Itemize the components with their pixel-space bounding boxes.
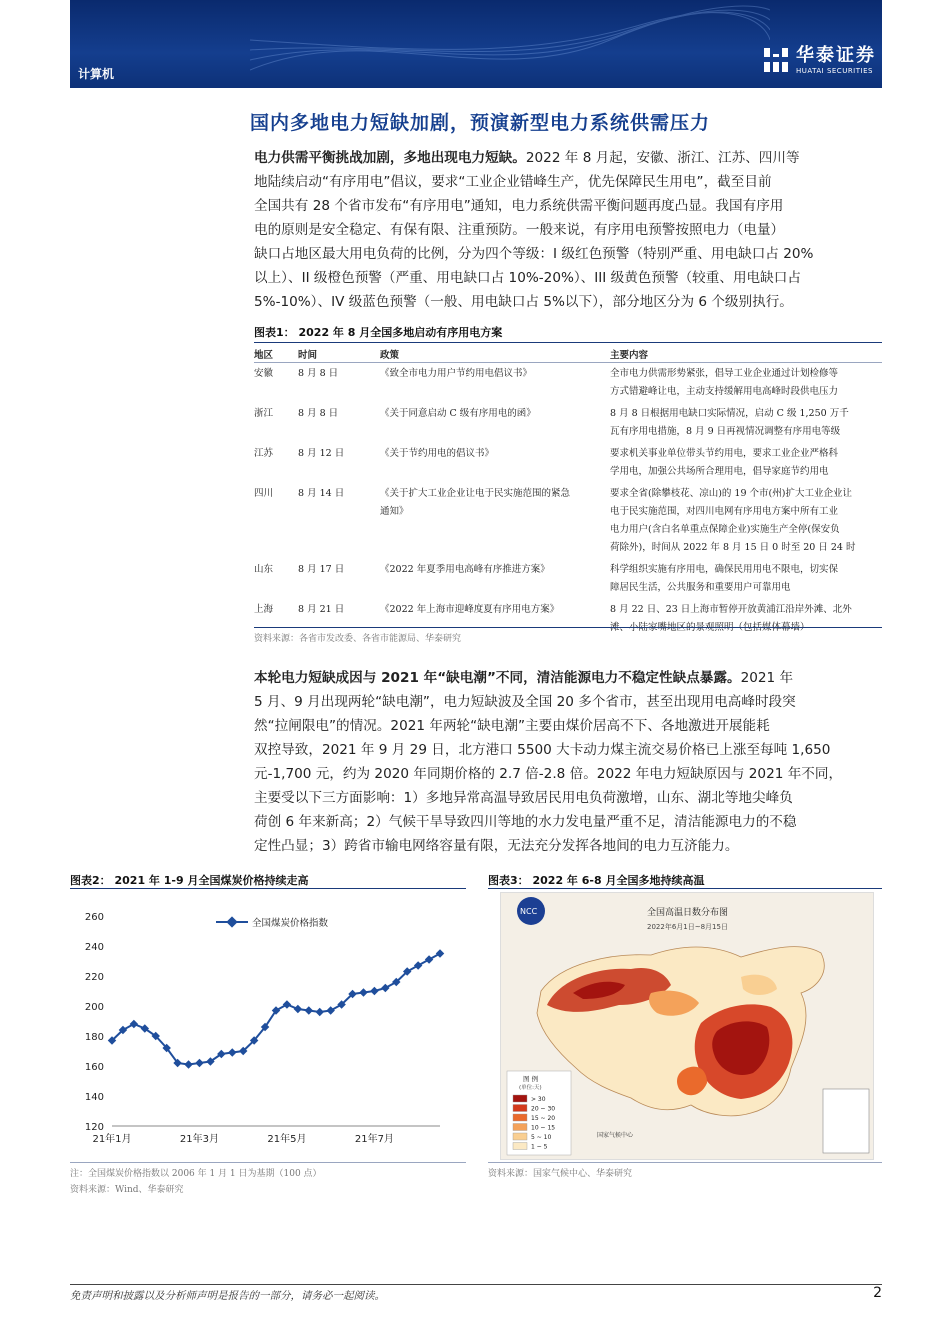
huatai-logo <box>762 46 876 76</box>
x-tick-label: 21年5月 <box>267 1134 307 1145</box>
cell-content <box>610 599 882 639</box>
para1-line: 2022 年 8 月起，安徽、浙江、江苏、四川等 <box>525 150 800 166</box>
y-tick-label: 180 <box>84 1032 104 1043</box>
cell-content <box>610 363 882 403</box>
content-line: 8 月 8 日根据用电缺口实际情况，启动 C 级 1,250 万千 <box>610 408 849 419</box>
data-point <box>414 961 422 969</box>
legend-swatch <box>513 1143 527 1150</box>
data-point <box>195 1059 203 1067</box>
content-line: 要求全省(除攀枝花、凉山)的 19 个市(州)扩大工业企业让 <box>610 488 852 499</box>
legend-item-label: 1 ~ 5 <box>531 1143 548 1151</box>
legend-label: 全国煤炭价格指数 <box>252 918 329 929</box>
data-point <box>294 1005 302 1013</box>
legend-marker <box>226 916 237 927</box>
para2-line: 主要受以下三方面影响：1）多地异常高温导致居民用电负荷激增，山东、湖北等地尖峰负 <box>254 790 793 806</box>
data-point <box>130 1020 138 1028</box>
cell-content <box>610 403 882 443</box>
x-tick-label: 21年1月 <box>92 1134 132 1145</box>
col-policy: 政策 <box>380 350 400 361</box>
cell-policy <box>380 483 610 559</box>
table-row <box>254 443 882 483</box>
cell-content <box>610 483 882 559</box>
y-tick-label: 240 <box>84 942 104 953</box>
table-header-row <box>254 343 882 363</box>
logo-text-en: HUATAI SECURITIES <box>796 67 873 75</box>
south-sea-inset <box>823 1089 869 1153</box>
y-tick-label: 160 <box>84 1062 104 1073</box>
col-content: 主要内容 <box>610 350 649 361</box>
coal-price-chart <box>70 896 466 1156</box>
table-row <box>254 363 882 403</box>
y-tick-label: 200 <box>84 1002 104 1013</box>
para2-line: 元-1,700 元，约为 2020 年同期价格的 2.7 倍-2.8 倍。2022 年电力短缺原因与 2021 年不同， <box>254 766 843 782</box>
para2-line: 2021 年 <box>740 670 794 686</box>
legend-item-label: > 30 <box>531 1096 546 1103</box>
y-tick-label: 120 <box>84 1122 104 1133</box>
cell-policy: 《2022 年夏季用电高峰有序推进方案》 <box>380 564 550 575</box>
page-title: 国内多地电力短缺加剧，预演新型电力系统供需压力 <box>250 112 711 134</box>
logo-text-cn: 华泰证券 <box>796 45 876 66</box>
content-line: 荷除外)，时间从 2022 年 8 月 15 日 0 时至 20 日 24 时 <box>610 542 856 553</box>
cell-policy: 《2022 年上海市迎峰度夏有序用电方案》 <box>380 604 560 615</box>
para1-line: 缺口占地区最大用电负荷的比例，分为四个等级：I 级红色预警（特别严重、用电缺口占 20% <box>254 246 814 262</box>
x-tick-label: 21年3月 <box>179 1134 220 1145</box>
data-point <box>283 1000 291 1008</box>
data-point <box>370 987 378 995</box>
china-heat-map-graphic <box>501 893 874 1160</box>
legend-swatch <box>513 1105 527 1112</box>
cell-region: 江苏 <box>254 448 274 459</box>
cell-date: 8 月 12 日 <box>298 448 345 459</box>
fig3-bottom-rule <box>488 1162 882 1163</box>
fig1-bottom-rule <box>254 627 882 628</box>
section-label: 计算机 <box>78 67 115 81</box>
content-line: 学用电，加强公共场所合理用电，倡导家庭节约用电 <box>610 466 829 477</box>
legend-item-label: 20 ~ 30 <box>531 1105 556 1113</box>
cell-region: 山东 <box>254 564 274 575</box>
para1-lead: 电力供需平衡挑战加剧，多地出现电力短缺。 <box>254 150 526 166</box>
cell-region: 浙江 <box>254 408 274 419</box>
map-title: 全国高温日数分布图 <box>647 908 729 918</box>
map-legend <box>507 1071 571 1155</box>
col-region: 地区 <box>254 350 274 361</box>
para1-line: 以上）、II 级橙色预警（严重、用电缺口占 10%-20%）、III 级黄色预警（较重、用电缺口占 <box>254 270 801 286</box>
legend-title: 图 例 <box>523 1075 539 1083</box>
heat-days-map <box>500 892 874 1160</box>
content-line: 电于民实施范围，对四川电网有序用电方案中所有工业 <box>610 506 839 517</box>
ncc-logo-text: NCC <box>520 907 538 916</box>
fig2-title: 图表2： 2021 年 1-9 月全国煤炭价格持续走高 <box>70 874 309 887</box>
chart-legend <box>216 916 329 929</box>
cell-policy: 《致全市电力用户节约用电倡议书》 <box>380 368 533 379</box>
legend-item-label: 15 ~ 20 <box>531 1115 556 1122</box>
data-point <box>326 1006 334 1014</box>
data-point <box>425 955 433 963</box>
y-axis <box>85 912 104 1133</box>
cell-content <box>610 559 882 599</box>
fig1-header-rule <box>254 362 882 363</box>
series-points <box>108 949 444 1068</box>
fig3-title: 图表3： 2022 年 6-8 月全国多地持续高温 <box>488 874 705 887</box>
fig2-note: 注：全国煤炭价格指数以 2006 年 1 月 1 日为基期（100 点） <box>70 1169 322 1179</box>
page-number: 2 <box>873 1285 882 1301</box>
legend-swatch <box>513 1114 527 1121</box>
map-subtitle: 2022年6月1日~8月15日 <box>647 923 728 931</box>
paragraph-power-shortage <box>254 146 882 314</box>
para2-line: 然“拉闸限电”的情况。2021 年两轮“缺电潮”主要由煤价居高不下、各地激进开展能耗 <box>254 718 770 734</box>
huatai-logo-icon <box>762 46 790 74</box>
content-line: 8 月 22 日、23 日上海市暂停开放黄浦江沿岸外滩、北外 <box>610 604 852 615</box>
data-point <box>381 984 389 992</box>
cell-region: 安徽 <box>254 368 274 379</box>
cell-date: 8 月 14 日 <box>298 488 345 499</box>
content-line: 瓦有序用电措施，8 月 9 日再视情况调整有序用电等级 <box>610 426 841 437</box>
cell-policy: 《关于节约用电的倡议书》 <box>380 448 495 459</box>
para2-lead: 本轮电力短缺成因与 2021 年“缺电潮”不同，清洁能源电力不稳定性缺点暴露。 <box>254 670 741 686</box>
legend-item-label: 10 ~ 15 <box>531 1124 556 1132</box>
para1-line: 电的原则是安全稳定、有保有限、注重预防。一般来说，有序用电预警按照电力（电量） <box>254 222 785 238</box>
para1-line: 5%-10%）、IV 级蓝色预警（一般、用电缺口占 5%以下），部分地区分为 6 个级别执行。 <box>254 294 793 310</box>
data-point <box>436 949 444 957</box>
content-line: 方式错避峰让电，主动支持缓解用电高峰时段供电压力 <box>610 386 839 397</box>
table-row <box>254 483 882 559</box>
x-tick-label: 21年7月 <box>354 1134 394 1145</box>
table-row <box>254 403 882 443</box>
para2-line: 5 月、9 月出现两轮“缺电潮”，电力短缺波及全国 20 多个省市，甚至出现用电高峰时段突 <box>254 694 796 710</box>
para2-line: 双控导致，2021 年 9 月 29 日，北方港口 5500 大卡动力煤主流交易价格已上涨至每吨 1,650 <box>254 742 831 758</box>
cell-date: 8 月 8 日 <box>298 408 339 419</box>
para2-line: 定性凸显；3）跨省市输电网络容量有限，无法充分发挥各地间的电力互济能力。 <box>254 838 739 854</box>
cell-date: 8 月 8 日 <box>298 368 339 379</box>
fig3-top-rule <box>488 888 882 889</box>
table-row <box>254 559 882 599</box>
fig3-source: 资料来源：国家气候中心、华泰研究 <box>488 1169 633 1179</box>
footer-disclaimer: 免责声明和披露以及分析师声明是报告的一部分，请务必一起阅读。 <box>70 1290 385 1302</box>
para2-line: 荷创 6 年来新高；2）气候干旱导致四川等地的水力发电量严重不足，清洁能源电力的不稳 <box>254 814 797 830</box>
fig2-source: 资料来源：Wind、华泰研究 <box>70 1185 184 1195</box>
fig2-top-rule <box>70 888 466 889</box>
para1-line: 地陆续启动“有序用电”倡议，要求“工业企业错峰生产，优先保障民生用电”，截至目前 <box>254 174 772 190</box>
data-point <box>359 988 367 996</box>
policy-table <box>254 343 882 639</box>
content-line <box>610 619 882 637</box>
fig1-source: 资料来源：各省市发改委、各省市能源局、华泰研究 <box>254 634 462 644</box>
data-point <box>305 1006 313 1014</box>
policy-line: 通知》 <box>380 506 409 517</box>
content-line: 全市电力供需形势紧张，倡导工业企业通过计划检修等 <box>610 368 839 379</box>
content-line: 要求机关事业单位带头节约用电，要求工业企业严格科 <box>610 448 839 459</box>
data-point <box>315 1008 323 1016</box>
footer-rule <box>70 1284 882 1285</box>
policy-line: 《关于扩大工业企业让电于民实施范围的紧急 <box>380 488 571 499</box>
data-point <box>184 1060 192 1068</box>
fig1-title: 图表1： 2022 年 8 月全国多地启动有序用电方案 <box>254 326 503 339</box>
header-wave-decoration <box>250 0 770 88</box>
para1-line: 全国共有 28 个省市发布“有序用电”通知，电力系统供需平衡问题再度凸显。我国有序用 <box>254 198 784 214</box>
legend-item-label: 5 ~ 10 <box>531 1134 552 1141</box>
cell-date: 8 月 21 日 <box>298 604 345 615</box>
paragraph-shortage-causes <box>254 666 882 858</box>
legend-swatch <box>513 1124 527 1131</box>
col-date: 时间 <box>298 350 318 361</box>
cell-content <box>610 443 882 483</box>
y-tick-label: 260 <box>84 912 104 923</box>
cell-region: 上海 <box>254 604 274 615</box>
map-org: 国家气候中心 <box>597 1132 634 1139</box>
fig2-bottom-rule <box>70 1162 466 1163</box>
legend-unit: (单位:天) <box>519 1085 542 1091</box>
header-banner <box>70 0 882 88</box>
content-line: 障居民生活，公共服务和重要用户可靠用电 <box>610 582 791 593</box>
y-tick-label: 140 <box>84 1092 104 1103</box>
y-tick-label: 220 <box>84 972 104 983</box>
content-line: 科学组织实施有序用电，确保民用用电不限电，切实保 <box>610 564 839 575</box>
legend-swatch <box>513 1095 527 1102</box>
legend-swatch <box>513 1133 527 1140</box>
cell-policy: 《关于同意启动 C 级有序用电的函》 <box>380 408 536 419</box>
content-line: 电力用户(含白名单重点保障企业)实施生产全停(保安负 <box>610 524 840 535</box>
cell-date: 8 月 17 日 <box>298 564 345 575</box>
x-axis <box>92 1132 393 1145</box>
cell-region: 四川 <box>254 488 274 499</box>
data-point <box>228 1048 236 1056</box>
